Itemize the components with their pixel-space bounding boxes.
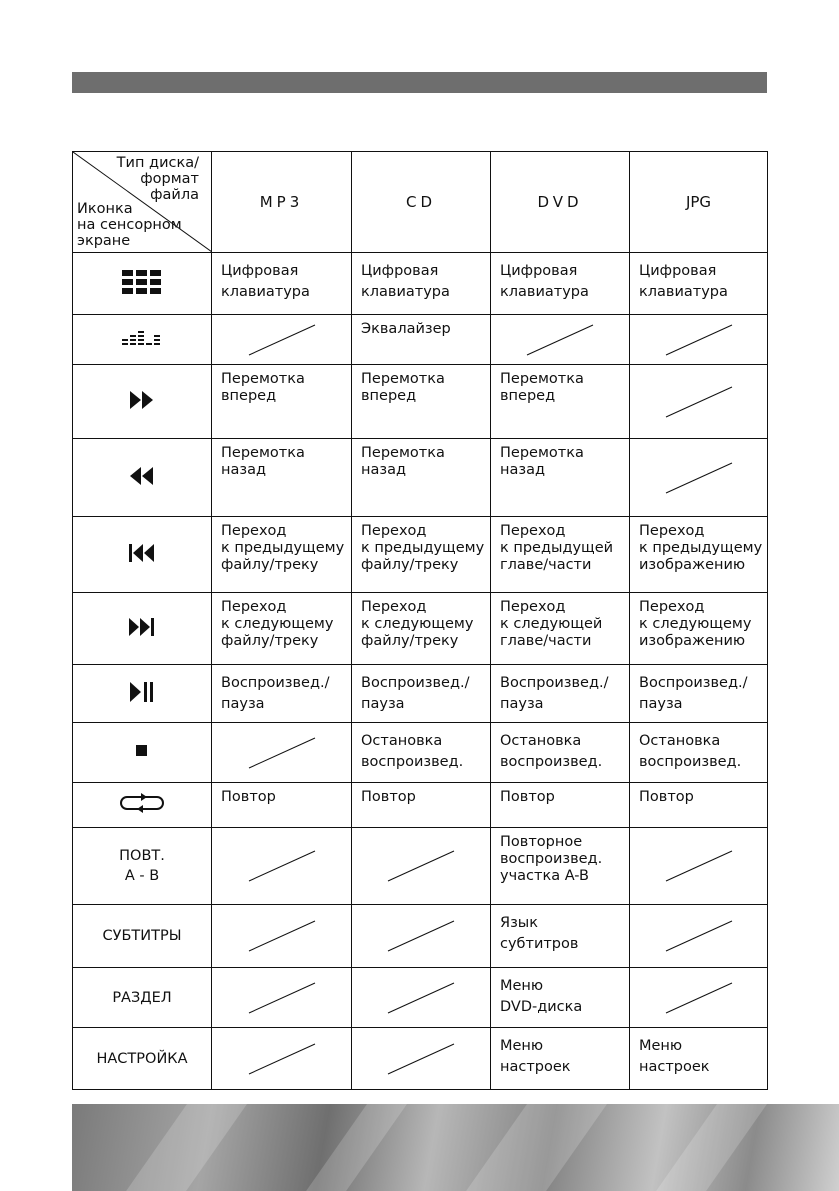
row-label-cell [73,905,212,968]
not-available-cell-cd [352,968,491,1028]
function-text-line: Повтор [500,789,555,805]
function-text-line: Язык [500,915,538,931]
not-available-slash [386,849,456,883]
stop-icon [135,743,149,762]
function-cell-dvd [491,439,630,517]
table-row [73,1028,768,1090]
row-icon-cell [73,439,212,517]
rewind-icon [129,471,155,490]
function-text-line: Переход [500,523,566,539]
function-text-line: Переход [639,523,705,539]
not-available-cell-jpg [630,828,768,905]
function-text-line: Остановка [639,733,721,749]
row-icon-cell [73,665,212,723]
function-text-line: к предыдущему [361,540,485,556]
not-available-slash [664,981,734,1015]
function-text-line: файлу/треку [221,633,319,649]
function-text-line: Воспроизвед./ [361,675,470,691]
function-cell-dvd [491,365,630,439]
not-available-cell-jpg [630,968,768,1028]
function-cell-dvd [491,723,630,783]
function-text-line: участка A-B [500,868,589,884]
function-text-line: пауза [221,695,265,712]
top-header-bar [72,72,767,93]
column-header-jpg: JPG [630,152,768,253]
not-available-cell-mp3 [212,905,352,968]
table-row [73,593,768,665]
function-text-line: воспроизвед. [500,851,603,867]
not-available-cell-mp3 [212,968,352,1028]
disc-functions-table [72,151,768,1090]
function-text-line: клавиатура [221,283,310,300]
row-label: ПОВТ. [119,848,165,864]
not-available-slash [386,981,456,1015]
fast-forward-icon [129,395,155,414]
table-row [73,905,768,968]
function-cell-jpg [630,783,768,828]
column-header-cd: CD [352,152,491,253]
table-header-row [73,152,768,253]
column-header-dvd: DVD [491,152,630,253]
function-text-line: Цифровая [361,263,439,279]
not-available-slash [664,919,734,953]
row-icon-cell [73,593,212,665]
not-available-slash [247,919,317,953]
function-cell-cd [352,593,491,665]
function-text-line: Переход [221,599,287,615]
function-cell-jpg [630,1028,768,1090]
table-row [73,783,768,828]
function-text-line: Переход [361,523,427,539]
function-cell-mp3 [212,253,352,315]
not-available-cell-dvd [491,315,630,365]
function-text-line: к предыдущему [639,540,763,556]
function-text-line: Перемотка [361,445,445,461]
not-available-cell-jpg [630,315,768,365]
function-text-line: к следующему [221,616,334,632]
row-label-cell [73,968,212,1028]
function-text-line: Перемотка [361,371,445,387]
table-row [73,365,768,439]
skip-next-icon [128,622,156,641]
function-cell-dvd [491,665,630,723]
table-row [73,253,768,315]
function-text-line: Переход [361,599,427,615]
row-icon-cell [73,723,212,783]
not-available-cell-mp3 [212,1028,352,1090]
row-icon-cell [73,517,212,593]
table-row [73,439,768,517]
not-available-cell-jpg [630,905,768,968]
function-text-line: Остановка [361,733,443,749]
function-text-line: файлу/треку [221,557,319,573]
not-available-cell-jpg [630,439,768,517]
function-cell-dvd [491,968,630,1028]
function-cell-dvd [491,593,630,665]
row-icon-cell [73,253,212,315]
function-text-line: настроек [639,1058,710,1075]
function-text-line: Переход [500,599,566,615]
function-text-line: Повтор [221,789,276,805]
corner-header-cell [73,152,212,253]
function-text-line: Меню [500,978,544,994]
function-cell-cd [352,783,491,828]
function-cell-cd [352,665,491,723]
not-available-cell-cd [352,1028,491,1090]
table-row [73,828,768,905]
row-icon-cell [73,783,212,828]
not-available-slash [664,323,734,357]
function-text-line: назад [221,462,266,478]
function-cell-cd [352,365,491,439]
function-text-line: назад [500,462,545,478]
function-cell-mp3 [212,783,352,828]
function-cell-jpg [630,593,768,665]
row-icon-cell [73,315,212,365]
function-text-line: вперед [221,388,277,404]
function-cell-dvd [491,1028,630,1090]
function-text-line: файлу/треку [361,633,459,649]
disc-type-label: Тип диска/ формат файла [116,155,199,203]
function-cell-cd [352,253,491,315]
function-cell-jpg [630,723,768,783]
not-available-slash [247,981,317,1015]
function-text-line: Переход [639,599,705,615]
function-cell-jpg [630,665,768,723]
function-cell-dvd [491,253,630,315]
table-row [73,517,768,593]
row-icon-cell [73,365,212,439]
table-row [73,723,768,783]
not-available-cell-mp3 [212,315,352,365]
function-text-line: вперед [500,388,556,404]
function-text-line: главе/части [500,557,592,573]
skip-previous-icon [128,548,156,567]
function-cell-dvd [491,905,630,968]
function-text-line: субтитров [500,935,579,952]
table-row [73,665,768,723]
function-cell-cd [352,439,491,517]
function-text-line: Перемотка [500,445,584,461]
row-label: СУБТИТРЫ [102,928,182,944]
function-text-line: Переход [221,523,287,539]
not-available-cell-mp3 [212,828,352,905]
not-available-slash [247,849,317,883]
function-text-line: к следующей [500,616,603,632]
function-text-line: файлу/треку [361,557,459,573]
function-text-line: настроек [500,1058,571,1075]
equalizer-icon [122,331,162,350]
function-cell-cd [352,315,491,365]
function-cell-mp3 [212,665,352,723]
function-cell-jpg [630,517,768,593]
function-text-line: пауза [639,695,683,712]
function-text-line: воспроизвед. [500,753,603,770]
row-label: A - B [124,868,160,884]
play-pause-icon [129,688,155,707]
row-label-cell [73,828,212,905]
not-available-slash [247,1042,317,1076]
not-available-cell-cd [352,828,491,905]
not-available-cell-cd [352,905,491,968]
function-cell-dvd [491,783,630,828]
function-text-line: Воспроизвед./ [639,675,748,691]
table-row [73,968,768,1028]
function-text-line: пауза [361,695,405,712]
function-text-line: Повторное [500,834,583,850]
function-text-line: Цифровая [639,263,717,279]
row-label-cell [73,1028,212,1090]
not-available-cell-mp3 [212,723,352,783]
function-cell-dvd [491,517,630,593]
function-cell-mp3 [212,439,352,517]
function-text-line: пауза [500,695,544,712]
function-text-line: Цифровая [221,263,299,279]
not-available-slash [247,323,317,357]
not-available-slash [664,849,734,883]
function-text-line: клавиатура [500,283,589,300]
function-cell-jpg [630,253,768,315]
keypad-icon [122,279,162,298]
function-text-line: Цифровая [500,263,578,279]
function-text-line: Повтор [361,789,416,805]
function-text-line: клавиатура [639,283,728,300]
function-text-line: вперед [361,388,417,404]
function-cell-mp3 [212,593,352,665]
function-text-line: изображению [639,633,746,649]
function-text-line: Перемотка [221,445,305,461]
function-text-line: Перемотка [500,371,584,387]
function-text-line: изображению [639,557,746,573]
not-available-cell-jpg [630,365,768,439]
function-text-line: главе/части [500,633,592,649]
function-cell-mp3 [212,365,352,439]
function-text-line: к предыдущей [500,540,614,556]
function-text-line: Остановка [500,733,582,749]
repeat-icon [119,799,165,818]
icon-label: Иконка на сенсорном экране [77,201,182,249]
function-text-line: Эквалайзер [361,321,451,337]
function-text-line: к следующему [639,616,752,632]
column-header-mp3: MP3 [212,152,352,253]
not-available-slash [386,919,456,953]
not-available-slash [664,385,734,419]
function-text-line: назад [361,462,406,478]
function-cell-cd [352,723,491,783]
table-row [73,315,768,365]
function-text-line: Меню [639,1038,683,1054]
function-text-line: Воспроизвед./ [500,675,609,691]
not-available-slash [386,1042,456,1076]
function-text-line: Воспроизвед./ [221,675,330,691]
not-available-slash [664,461,734,495]
not-available-slash [525,323,595,357]
function-text-line: воспроизвед. [639,753,742,770]
function-cell-cd [352,517,491,593]
row-label: РАЗДЕЛ [112,989,172,1006]
function-text-line: Меню [500,1038,544,1054]
function-text-line: к следующему [361,616,474,632]
function-text-line: к предыдущему [221,540,345,556]
function-text-line: DVD-диска [500,998,583,1015]
function-text-line: Перемотка [221,371,305,387]
footer-decorative-band [72,1104,839,1191]
function-cell-mp3 [212,517,352,593]
function-text-line: клавиатура [361,283,450,300]
not-available-slash [247,736,317,770]
function-cell-dvd [491,828,630,905]
function-text-line: воспроизвед. [361,753,464,770]
row-label: НАСТРОЙКА [96,1050,188,1067]
function-text-line: Повтор [639,789,694,805]
